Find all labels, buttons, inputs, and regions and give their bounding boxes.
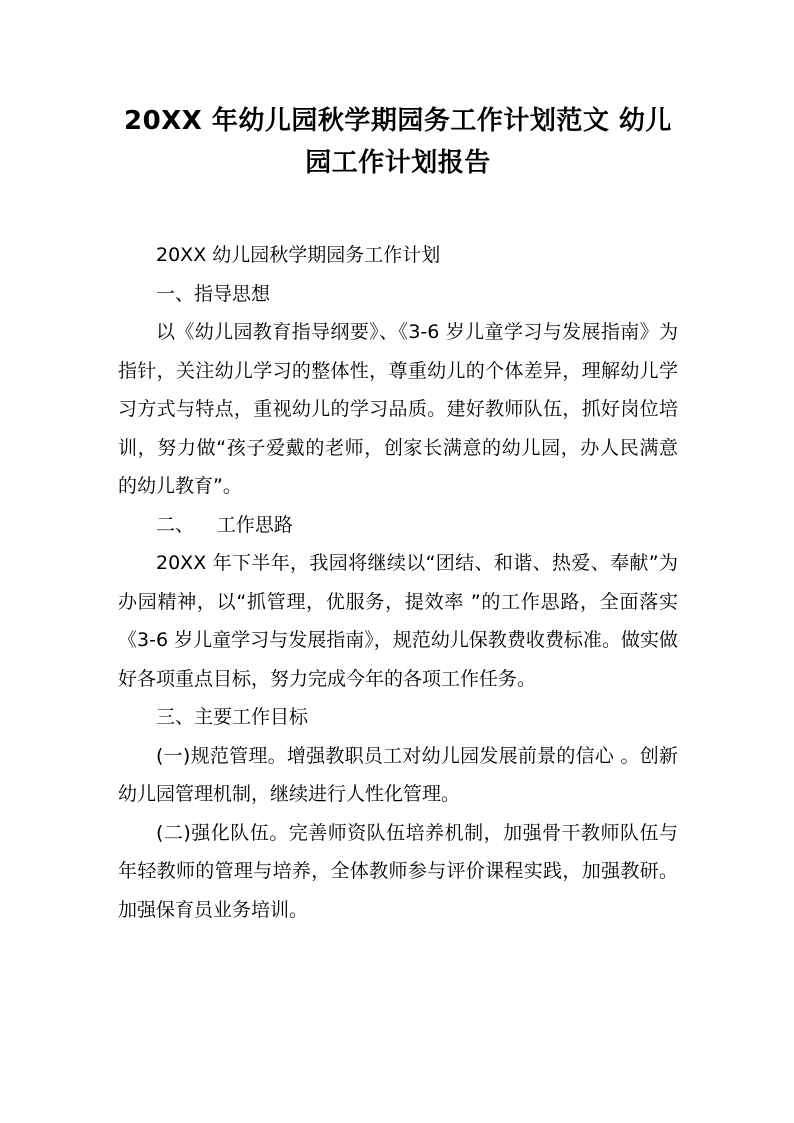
paragraph-guiding-ideology: 以《幼儿园教育指导纲要》、《3-6 岁儿童学习与发展指南》为指针，关注幼儿学习的整体性，尊重幼儿的个体差异，理解幼儿学习方式与特点，重视幼儿的学习品质。建好教师队伍，抓好岗位培训，努力做“孩子爱戴的老师，创家长满意的幼儿园，办人民满意的幼儿教育”。: [118, 321, 678, 497]
document-body: [118, 236, 678, 929]
section-heading-text: 工作思路: [216, 513, 293, 536]
section-heading-work-approach: [118, 506, 678, 545]
plan-name: 20XX 幼儿园秋学期园务工作计划: [156, 244, 441, 266]
paragraph-goal-team: (二)强化队伍。完善师资队伍培养机制，加强骨干教师队伍与年轻教师的管理与培养，全体教师参与评价课程实践，加强教研。加强保育员业务培训。: [118, 821, 678, 921]
paragraph-work-approach: 20XX 年下半年，我园将继续以“团结、和谐、热爱、奉献”为办园精神，以“抓管理，优服务，提效率 ”的工作思路，全面落实《3-6 岁儿童学习与发展指南》，规范幼儿保教费收费标准。做实做好各项重点目标，努力完成今年的各项工作任务。: [118, 552, 678, 690]
document-title: 20XX 年幼儿园秋学期园务工作计划范文 幼儿园工作计划报告: [124, 106, 672, 178]
section-heading-main-goals: 三、主要工作目标: [156, 706, 309, 728]
section-heading-guiding-ideology: 一、指导思想: [156, 282, 271, 305]
paragraph-goal-management: (一)规范管理。增强教职员工对幼儿园发展前景的信心 。创新幼儿园管理机制，继续进行人性化管理。: [118, 744, 678, 805]
section-heading-number: 二、: [156, 513, 195, 536]
